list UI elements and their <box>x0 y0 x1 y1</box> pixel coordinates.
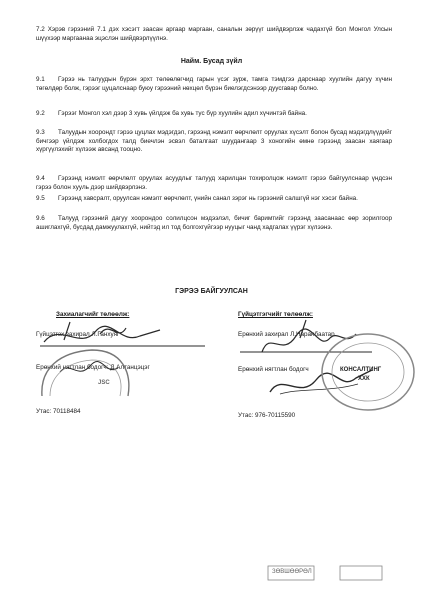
footer-stamp-right <box>340 566 382 580</box>
customer-phone: Утас: 70118484 <box>36 408 81 415</box>
customer-accountant: Ерөнхий нягтлан бодогч: Д.Алтанцэцэг <box>36 364 150 371</box>
customer-stamp-label: JSC <box>98 380 110 386</box>
footer-stamp-text: ЗӨВШӨӨРӨЛ <box>272 569 312 575</box>
clause-text: Гэрээ нь талуудын бүрэн эрхт төлөөлөгчид гарын үсэг зурж, тамга тэмдгээ дарснаар хуулийн дагуу хүчин төгөлдөр болж, гэрээг цуцалснаар буюу гэрээний нөхцөл бүрэн биелэгдсэнээр дуусгавар болно. <box>36 76 392 92</box>
clause-7-2: 7.2 Хэрэв гэрээний 7.1 дэх хэсэгт заасан аргаар маргаан, саналын зөрүүг шийдвэрлэж чадахгүй бол Монгол Улсын шүүхээр маргаанаа эцэслэн шийдвэрлүүлнэ. <box>36 26 392 42</box>
clause-number: 9.2 <box>36 110 45 117</box>
clause-text: Гэрээнд хавсралт, оруулсан нэмэлт өөрчлөлт, үнийн санал зэрэг нь гэрээний салшгүй нэг хэсэг байна. <box>58 195 358 202</box>
clause-number: 9.4 <box>36 175 45 182</box>
contractor-header: Гүйцэтгэгчийг төлөөлж: <box>238 311 313 318</box>
clause-text: Гэрээнд нэмэлт өөрчлөлт оруулах асуудлыг талууд харилцан тохиролцож нэмэлт гэрээ байгуулснаар үндсэн гэрээ болон хууль дээр шийдвэрлэнэ. <box>36 175 392 191</box>
clause-number: 9.3 <box>36 129 45 136</box>
contractor-stamp-line2: ХХК <box>358 376 370 382</box>
contractor-director: Ерөнхий захирал Л.Наранбаатар <box>238 331 335 338</box>
section-heading: Найм. Бусад зүйл <box>180 58 243 65</box>
signing-heading: ГЭРЭЭ БАЙГУУЛСАН <box>175 288 248 295</box>
customer-director: Гүйцэтгэх захирал Л.Ганхуяг <box>36 331 120 338</box>
contractor-accountant: Ерөнхий нягтлан бодогч <box>238 366 309 373</box>
contractor-phone: Утас: 976-70115590 <box>238 412 296 419</box>
clause-text: Гэрээг Монгол хэл дээр 3 хувь үйлдэж ба хувь тус бүр хуулийн адил хүчинтэй байна. <box>58 110 307 117</box>
contractor-accountant-signature <box>270 370 372 392</box>
clause-text: Талуудын хоорондт гэрээ цуцлах мэдэгдэл, гэрээнд нэмэлт өөрчлөлт оруулах хүсэлт болон бусад мэдэгдлүүдийг бичгээр үйлдэж холбогдох талд биечлэн эсвэл баталгаат шуудангаар 3 хоногийн өмнө гэрээнд заасан хаягаар хүргүүлэхийг хүлээж авсанд тооцно. <box>36 129 392 154</box>
clause-number: 9.5 <box>36 195 45 202</box>
clause-text: Талууд гэрээний дагуу хоорондоо солилцсон мэдээлэл, бичиг баримтийг гэрээнд заасанаас өөр зорилгоор ашиглахгүй, бусдад дамжуулахгүй, нийтэд ил тод болгохгүйгээр нууцыг чанд хадгалах үүрэг хүлээнэ. <box>36 215 392 231</box>
clause-number: 9.6 <box>36 215 45 222</box>
contractor-stamp-line1: КОНСАЛТИНГ <box>340 367 382 373</box>
customer-director-signature <box>44 322 160 342</box>
clause-number: 9.1 <box>36 76 45 83</box>
customer-accountant-signature <box>60 362 118 372</box>
customer-stamp <box>42 350 129 396</box>
customer-header: Захиалагчийг төлөөлж: <box>56 311 130 318</box>
contractor-director-signature <box>262 320 356 352</box>
